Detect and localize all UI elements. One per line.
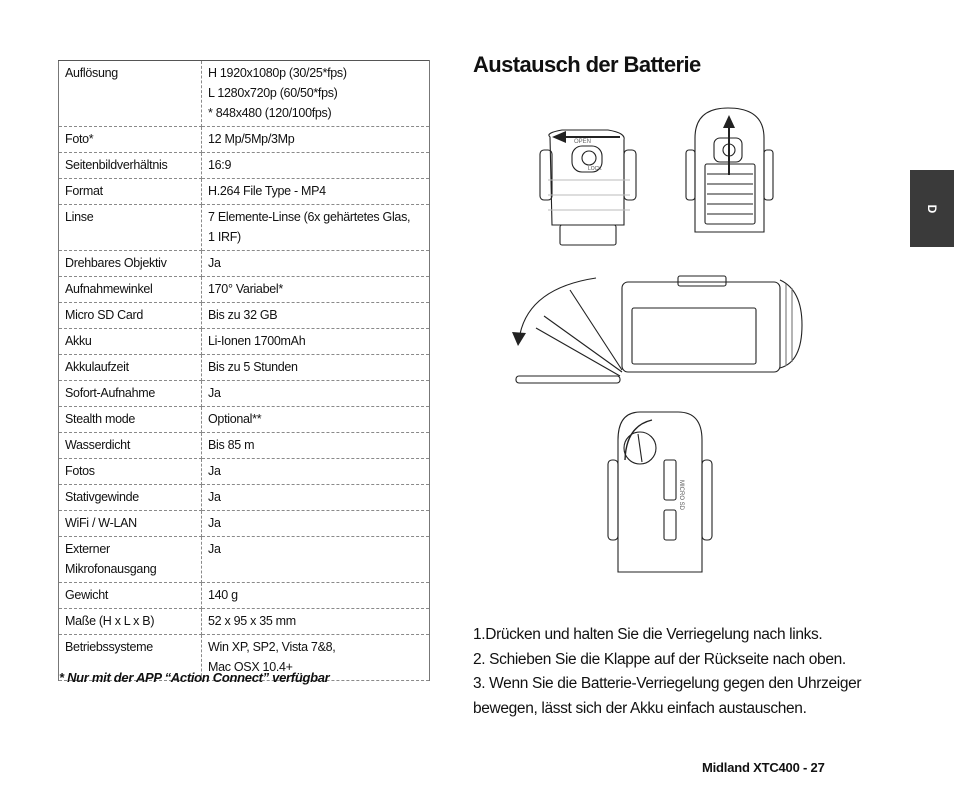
spec-value: H.264 File Type - MP4	[202, 179, 430, 205]
spec-value: Bis zu 5 Stunden	[202, 355, 430, 381]
spec-value: Ja	[202, 537, 430, 583]
spec-table	[58, 60, 430, 681]
spec-value: 140 g	[202, 583, 430, 609]
spec-row	[59, 485, 430, 511]
spec-key: WiFi / W-LAN	[59, 511, 202, 537]
spec-row	[59, 61, 430, 127]
spec-value: Bis zu 32 GB	[202, 303, 430, 329]
spec-key: Format	[59, 179, 202, 205]
spec-row	[59, 251, 430, 277]
spec-value: Bis 85 m	[202, 433, 430, 459]
spec-row	[59, 511, 430, 537]
spec-key: Betriebssysteme	[59, 635, 202, 681]
spec-row	[59, 381, 430, 407]
spec-key: Stealth mode	[59, 407, 202, 433]
spec-value: Ja	[202, 485, 430, 511]
micro-sd-label: MICRO SD	[678, 480, 684, 510]
spec-row	[59, 355, 430, 381]
spec-key: Aufnahmewinkel	[59, 277, 202, 303]
spec-value: Li-Ionen 1700mAh	[202, 329, 430, 355]
spec-key: Fotos	[59, 459, 202, 485]
spec-row	[59, 329, 430, 355]
footnote: * Nur mit der APP “Action Connect” verfügbar	[59, 670, 330, 685]
spec-key: Sofort-Aufnahme	[59, 381, 202, 407]
spec-key: Linse	[59, 205, 202, 251]
spec-value: Ja	[202, 381, 430, 407]
spec-row	[59, 433, 430, 459]
spec-key: Externer Mikrofonausgang	[59, 537, 202, 583]
figure-door-slide	[686, 108, 773, 232]
language-tab	[910, 170, 954, 247]
figure-press-lock	[540, 130, 636, 245]
spec-key: Foto*	[59, 127, 202, 153]
spec-key: Wasserdicht	[59, 433, 202, 459]
spec-key: Gewicht	[59, 583, 202, 609]
spec-value: 52 x 95 x 35 mm	[202, 609, 430, 635]
spec-value: Optional**	[202, 407, 430, 433]
spec-key: Micro SD Card	[59, 303, 202, 329]
figure-door-open	[512, 276, 802, 383]
language-tab-label: D	[925, 204, 939, 213]
spec-row	[59, 179, 430, 205]
spec-row	[59, 537, 430, 583]
spec-value: 16:9	[202, 153, 430, 179]
step-3: 3. Wenn Sie die Batterie-Verriegelung gegen den Uhrzeiger bewegen, lässt sich der Akku einfach austauschen.	[473, 675, 862, 717]
figure-battery-rotate	[608, 412, 712, 572]
spec-key: Auflösung	[59, 61, 202, 127]
spec-row	[59, 277, 430, 303]
spec-value: 12 Mp/5Mp/3Mp	[202, 127, 430, 153]
spec-value: 7 Elemente-Linse (6x gehärtetes Glas, 1 IRF)	[202, 205, 430, 251]
spec-key: Seitenbildverhältnis	[59, 153, 202, 179]
spec-key: Maße (H x L x B)	[59, 609, 202, 635]
page-footer: Midland XTC400 - 27	[702, 760, 825, 775]
spec-value: Ja	[202, 459, 430, 485]
spec-value: H 1920x1080p (30/25*fps) L 1280x720p (60/50*fps) * 848x480 (120/100fps)	[202, 61, 430, 127]
spec-row	[59, 583, 430, 609]
spec-value: Ja	[202, 511, 430, 537]
spec-row	[59, 303, 430, 329]
section-title: Austausch der Batterie	[473, 52, 701, 77]
step-1: 1.Drücken und halten Sie die Verriegelung nach links.	[473, 626, 823, 643]
spec-value: Ja	[202, 251, 430, 277]
spec-value: 170° Variabel*	[202, 277, 430, 303]
spec-row	[59, 205, 430, 251]
instruction-steps	[473, 623, 883, 721]
spec-row	[59, 609, 430, 635]
spec-row	[59, 407, 430, 433]
spec-row	[59, 127, 430, 153]
spec-key: Stativgewinde	[59, 485, 202, 511]
spec-key: Drehbares Objektiv	[59, 251, 202, 277]
spec-key: Akku	[59, 329, 202, 355]
spec-row	[59, 153, 430, 179]
spec-key: Akkulaufzeit	[59, 355, 202, 381]
open-label: OPEN	[574, 139, 592, 145]
lock-label: LOCK	[588, 166, 602, 172]
spec-value: Win XP, SP2, Vista 7&8, Mac OSX 10.4+	[202, 635, 430, 681]
spec-row	[59, 459, 430, 485]
step-2: 2. Schieben Sie die Klappe auf der Rückseite nach oben.	[473, 650, 846, 668]
battery-replacement-illustrations	[500, 100, 820, 580]
